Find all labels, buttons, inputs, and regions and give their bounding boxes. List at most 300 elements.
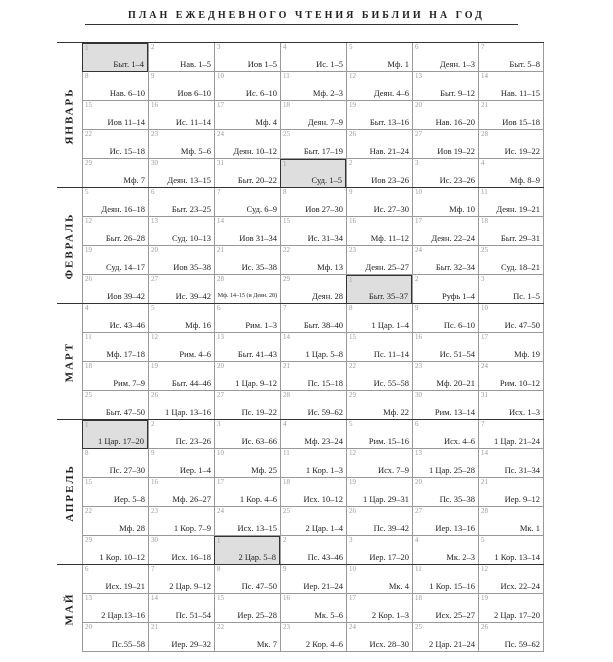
day-cell bbox=[346, 594, 412, 623]
day-number: 14 bbox=[283, 333, 290, 341]
day-number: 27 bbox=[415, 130, 422, 138]
day-number: 2 bbox=[151, 43, 155, 51]
reading-text: Пс. 35–38 bbox=[439, 494, 475, 504]
day-cell bbox=[346, 159, 412, 188]
reading-text: Быт. 26–28 bbox=[105, 233, 145, 243]
day-cell bbox=[148, 536, 214, 565]
day-cell bbox=[214, 159, 280, 188]
day-cell bbox=[478, 565, 544, 594]
reading-text: Пс. 19–22 bbox=[241, 407, 277, 417]
reading-text: Ис. 39–42 bbox=[175, 291, 211, 301]
day-cell bbox=[148, 507, 214, 536]
day-number: 2 bbox=[151, 420, 155, 428]
reading-text: Быт. 1–4 bbox=[113, 59, 144, 69]
day-cell bbox=[412, 101, 478, 130]
day-cell bbox=[478, 188, 544, 217]
week-row bbox=[82, 333, 544, 362]
day-number: 23 bbox=[283, 623, 290, 631]
week-row bbox=[82, 420, 544, 449]
day-cell bbox=[412, 72, 478, 101]
day-number: 31 bbox=[481, 391, 488, 399]
reading-text: Мф. 22 bbox=[383, 407, 409, 417]
day-number: 12 bbox=[151, 333, 158, 341]
week-row bbox=[82, 72, 544, 101]
day-cell bbox=[346, 420, 412, 449]
day-cell bbox=[82, 304, 148, 333]
reading-text: 2 Цар. 5–8 bbox=[238, 552, 276, 562]
day-number: 25 bbox=[481, 246, 488, 254]
day-cell bbox=[478, 507, 544, 536]
reading-text: Мф. 17–18 bbox=[106, 349, 145, 359]
day-number: 3 bbox=[415, 159, 419, 167]
day-cell bbox=[412, 130, 478, 159]
reading-text: Рим. 7–9 bbox=[113, 378, 145, 388]
day-number: 5 bbox=[349, 43, 353, 51]
day-number: 15 bbox=[217, 594, 224, 602]
day-number: 11 bbox=[481, 188, 488, 196]
day-number: 18 bbox=[415, 594, 422, 602]
day-cell bbox=[478, 478, 544, 507]
day-cell bbox=[214, 594, 280, 623]
reading-text: Иер. 9–12 bbox=[504, 494, 540, 504]
day-number: 15 bbox=[283, 217, 290, 225]
day-number: 21 bbox=[151, 623, 158, 631]
day-number: 4 bbox=[283, 43, 287, 51]
day-cell bbox=[82, 623, 148, 652]
day-cell bbox=[280, 333, 346, 362]
day-cell bbox=[412, 43, 478, 72]
day-number: 23 bbox=[349, 246, 356, 254]
reading-text: Мф. 1 bbox=[387, 59, 409, 69]
day-number: 13 bbox=[217, 333, 224, 341]
day-number: 26 bbox=[349, 130, 356, 138]
reading-text: Исх. 19–21 bbox=[105, 581, 145, 591]
reading-text: Суд. 6–9 bbox=[246, 204, 277, 214]
month-block bbox=[57, 564, 544, 652]
day-number: 26 bbox=[85, 275, 92, 283]
reading-text: 1 Кор. 1–3 bbox=[305, 465, 343, 475]
day-cell bbox=[214, 362, 280, 391]
day-number: 7 bbox=[217, 188, 221, 196]
day-number: 15 bbox=[85, 478, 92, 486]
day-cell bbox=[346, 101, 412, 130]
day-cell bbox=[82, 72, 148, 101]
day-number: 19 bbox=[481, 594, 488, 602]
day-number: 17 bbox=[217, 101, 224, 109]
month-block bbox=[57, 419, 544, 565]
reading-text: Рим. 13–14 bbox=[434, 407, 475, 417]
reading-text: 1 Цар. 9–12 bbox=[235, 378, 277, 388]
day-cell bbox=[478, 594, 544, 623]
day-number: 17 bbox=[217, 478, 224, 486]
day-number: 18 bbox=[481, 217, 488, 225]
reading-text: Мк. 5–6 bbox=[314, 610, 343, 620]
reading-text: Нав. 1–5 bbox=[180, 59, 211, 69]
reading-text: Ис. 55–58 bbox=[373, 378, 409, 388]
day-number: 15 bbox=[349, 333, 356, 341]
reading-text: Иер. 21–24 bbox=[303, 581, 343, 591]
day-cell bbox=[346, 217, 412, 246]
day-cell bbox=[148, 159, 214, 188]
reading-text: Пс. 11–14 bbox=[373, 349, 409, 359]
day-number: 1 bbox=[283, 160, 287, 168]
reading-text: Иер. 29–32 bbox=[171, 639, 211, 649]
reading-text: Исх. 13–15 bbox=[237, 523, 277, 533]
day-number: 30 bbox=[415, 391, 422, 399]
day-cell bbox=[280, 217, 346, 246]
reading-text: Иов 35–38 bbox=[173, 262, 211, 272]
day-number: 22 bbox=[217, 623, 224, 631]
day-number: 20 bbox=[217, 362, 224, 370]
day-cell bbox=[412, 449, 478, 478]
day-number: 11 bbox=[415, 565, 422, 573]
day-number: 10 bbox=[217, 449, 224, 457]
day-number: 26 bbox=[151, 391, 158, 399]
day-number: 15 bbox=[85, 101, 92, 109]
reading-text: Мф. 28 bbox=[119, 523, 145, 533]
day-number: 18 bbox=[283, 478, 290, 486]
day-cell bbox=[214, 391, 280, 420]
reading-text: Ис. 19–22 bbox=[504, 146, 540, 156]
reading-text: Пс. 27–30 bbox=[109, 465, 145, 475]
reading-text: Суд. 1–5 bbox=[311, 175, 342, 185]
reading-text: Ис. 51–54 bbox=[439, 349, 475, 359]
day-number: 11 bbox=[283, 449, 290, 457]
reading-text: Нав. 6–10 bbox=[109, 88, 145, 98]
day-number: 26 bbox=[349, 507, 356, 515]
day-cell bbox=[346, 130, 412, 159]
reading-text: 1 Кор. 15–16 bbox=[429, 581, 475, 591]
reading-text: 1 Цар. 17–20 bbox=[97, 436, 144, 446]
reading-text: Пс. 39–42 bbox=[373, 523, 409, 533]
week-row bbox=[82, 478, 544, 507]
reading-text: Быт. 35–37 bbox=[368, 291, 408, 301]
reading-text: Мк. 1 bbox=[519, 523, 540, 533]
day-cell bbox=[214, 478, 280, 507]
reading-text: Иов 6–10 bbox=[177, 88, 211, 98]
reading-text: Мф. 7 bbox=[123, 175, 145, 185]
reading-text: Деян. 1–3 bbox=[439, 59, 475, 69]
day-number: 18 bbox=[85, 362, 92, 370]
day-cell bbox=[412, 188, 478, 217]
day-number: 21 bbox=[481, 478, 488, 486]
day-cell bbox=[82, 478, 148, 507]
day-cell bbox=[82, 275, 148, 304]
reading-plan-grid bbox=[57, 42, 544, 662]
day-number: 19 bbox=[85, 246, 92, 254]
day-number: 3 bbox=[217, 420, 221, 428]
reading-text: 1 Цар. 1–4 bbox=[371, 320, 409, 330]
reading-text: Ис. 43–46 bbox=[109, 320, 145, 330]
day-cell bbox=[478, 275, 544, 304]
day-number: 24 bbox=[481, 362, 488, 370]
day-number: 13 bbox=[415, 449, 422, 457]
day-cell bbox=[346, 623, 412, 652]
day-cell bbox=[478, 304, 544, 333]
day-cell bbox=[280, 159, 346, 188]
day-number: 9 bbox=[151, 72, 155, 80]
reading-text: Рим. 15–16 bbox=[368, 436, 409, 446]
day-number: 1 bbox=[349, 276, 353, 284]
day-cell bbox=[346, 565, 412, 594]
reading-text: Мф. 16 bbox=[185, 320, 211, 330]
day-cell bbox=[280, 130, 346, 159]
reading-text: Исх. 22–24 bbox=[500, 581, 540, 591]
day-cell bbox=[82, 362, 148, 391]
day-cell bbox=[346, 478, 412, 507]
day-cell bbox=[412, 275, 478, 304]
month-label bbox=[57, 565, 82, 652]
day-number: 16 bbox=[283, 594, 290, 602]
day-cell bbox=[346, 507, 412, 536]
reading-text: Мф. 4 bbox=[255, 117, 277, 127]
day-cell bbox=[412, 159, 478, 188]
reading-text: Деян. 19–21 bbox=[496, 204, 540, 214]
day-cell bbox=[148, 333, 214, 362]
day-number: 19 bbox=[151, 362, 158, 370]
day-cell bbox=[280, 43, 346, 72]
reading-text: Ис. 31–34 bbox=[307, 233, 343, 243]
day-cell bbox=[280, 536, 346, 565]
day-number: 23 bbox=[415, 362, 422, 370]
reading-text: 1 Кор. 7–9 bbox=[173, 523, 211, 533]
reading-text: 1 Цар. 5–8 bbox=[305, 349, 343, 359]
day-cell bbox=[214, 217, 280, 246]
day-number: 5 bbox=[85, 188, 89, 196]
reading-text: 1 Цар. 29–31 bbox=[362, 494, 409, 504]
reading-text: Иов 23–26 bbox=[371, 175, 409, 185]
day-cell bbox=[148, 275, 214, 304]
day-cell bbox=[214, 101, 280, 130]
day-number: 14 bbox=[481, 449, 488, 457]
day-number: 2 bbox=[415, 275, 419, 283]
day-number: 20 bbox=[151, 246, 158, 254]
day-number: 21 bbox=[217, 246, 224, 254]
day-number: 31 bbox=[217, 159, 224, 167]
day-number: 9 bbox=[349, 188, 353, 196]
reading-text: Исх. 16–18 bbox=[171, 552, 211, 562]
reading-text: 2 Кор. 4–6 bbox=[305, 639, 343, 649]
day-cell bbox=[478, 420, 544, 449]
day-cell bbox=[148, 246, 214, 275]
reading-text: Исх. 10–12 bbox=[303, 494, 343, 504]
day-number: 13 bbox=[151, 217, 158, 225]
day-number: 14 bbox=[217, 217, 224, 225]
day-cell bbox=[412, 333, 478, 362]
day-cell bbox=[412, 565, 478, 594]
reading-text: Деян. 7–9 bbox=[307, 117, 343, 127]
day-number: 3 bbox=[349, 536, 353, 544]
reading-text: Быт. 29–31 bbox=[500, 233, 540, 243]
week-row bbox=[82, 391, 544, 420]
day-cell bbox=[280, 362, 346, 391]
day-cell bbox=[280, 478, 346, 507]
page-title: ПЛАН ЕЖЕДНЕВНОГО ЧТЕНИЯ БИБЛИИ НА ГОД bbox=[128, 10, 485, 21]
day-number: 7 bbox=[481, 420, 485, 428]
day-cell bbox=[82, 246, 148, 275]
day-cell bbox=[346, 43, 412, 72]
day-cell bbox=[280, 594, 346, 623]
reading-text: Иер. 5–8 bbox=[113, 494, 145, 504]
reading-text: Мф. 13 bbox=[317, 262, 343, 272]
day-number: 28 bbox=[283, 391, 290, 399]
week-row bbox=[82, 246, 544, 275]
day-number: 10 bbox=[349, 565, 356, 573]
day-cell bbox=[478, 130, 544, 159]
reading-text: Рим. 10–12 bbox=[499, 378, 540, 388]
reading-text: Быт. 9–12 bbox=[440, 88, 475, 98]
day-cell bbox=[412, 594, 478, 623]
day-cell bbox=[478, 623, 544, 652]
day-number: 6 bbox=[415, 420, 419, 428]
reading-text: Руфь 1–4 bbox=[441, 291, 475, 301]
reading-text: 1 Цар. 21–24 bbox=[493, 436, 540, 446]
reading-text: Ис. 59–62 bbox=[307, 407, 343, 417]
reading-text: Иер. 17–20 bbox=[369, 552, 409, 562]
day-cell bbox=[280, 420, 346, 449]
day-number: 28 bbox=[217, 275, 224, 283]
day-cell bbox=[280, 246, 346, 275]
day-number: 7 bbox=[151, 565, 155, 573]
day-cell bbox=[280, 304, 346, 333]
week-row bbox=[82, 275, 544, 304]
day-cell bbox=[280, 507, 346, 536]
reading-text: 2 Цар. 9–12 bbox=[169, 581, 211, 591]
day-cell bbox=[214, 333, 280, 362]
day-cell bbox=[148, 43, 214, 72]
day-cell bbox=[346, 333, 412, 362]
reading-text: Деян. 10–12 bbox=[233, 146, 277, 156]
day-cell bbox=[214, 536, 280, 565]
day-number: 14 bbox=[481, 72, 488, 80]
day-cell bbox=[214, 72, 280, 101]
day-cell bbox=[346, 304, 412, 333]
day-cell bbox=[280, 449, 346, 478]
day-number: 27 bbox=[151, 275, 158, 283]
week-row bbox=[82, 159, 544, 188]
reading-text: 1 Цар. 13–16 bbox=[164, 407, 211, 417]
day-number: 21 bbox=[481, 101, 488, 109]
day-cell bbox=[82, 594, 148, 623]
day-number: 21 bbox=[283, 362, 290, 370]
day-number: 5 bbox=[151, 304, 155, 312]
reading-text: Мф. 14–15 (и Деян. 28) bbox=[217, 293, 277, 299]
reading-text: Нав. 16–20 bbox=[435, 117, 475, 127]
reading-text: Иов 31–34 bbox=[239, 233, 277, 243]
day-cell bbox=[82, 188, 148, 217]
day-number: 2 bbox=[283, 536, 287, 544]
day-cell bbox=[412, 623, 478, 652]
day-number: 22 bbox=[85, 130, 92, 138]
reading-text: Быт. 47–50 bbox=[105, 407, 145, 417]
day-cell bbox=[82, 101, 148, 130]
day-cell bbox=[214, 275, 280, 304]
reading-text: Исх. 1–3 bbox=[508, 407, 540, 417]
day-cell bbox=[280, 623, 346, 652]
reading-text: 1 Кор. 10–12 bbox=[99, 552, 145, 562]
reading-text: 1 Цар. 25–28 bbox=[428, 465, 475, 475]
reading-text: Мф. 10 bbox=[449, 204, 475, 214]
day-cell bbox=[346, 391, 412, 420]
day-number: 5 bbox=[481, 536, 485, 544]
month-block bbox=[57, 303, 544, 420]
day-cell bbox=[148, 188, 214, 217]
reading-text: Быт. 44–46 bbox=[171, 378, 211, 388]
day-cell bbox=[214, 304, 280, 333]
day-number: 13 bbox=[85, 594, 92, 602]
day-number: 3 bbox=[217, 43, 221, 51]
reading-text: 2 Кор. 1–3 bbox=[371, 610, 409, 620]
reading-text: Иов 39–42 bbox=[107, 291, 145, 301]
month-label bbox=[57, 420, 82, 565]
day-cell bbox=[280, 391, 346, 420]
day-number: 7 bbox=[481, 43, 485, 51]
reading-text: Суд. 18–21 bbox=[501, 262, 540, 272]
reading-text: Быт. 13–16 bbox=[369, 117, 409, 127]
day-number: 4 bbox=[481, 159, 485, 167]
day-cell bbox=[82, 159, 148, 188]
day-number: 10 bbox=[481, 304, 488, 312]
day-cell bbox=[478, 362, 544, 391]
day-cell bbox=[214, 623, 280, 652]
week-row bbox=[82, 217, 544, 246]
day-number: 17 bbox=[481, 333, 488, 341]
day-number: 23 bbox=[151, 507, 158, 515]
day-cell bbox=[82, 449, 148, 478]
reading-text: Мф. 2–3 bbox=[312, 88, 343, 98]
day-number: 17 bbox=[349, 594, 356, 602]
day-number: 17 bbox=[415, 217, 422, 225]
day-cell bbox=[82, 565, 148, 594]
day-cell bbox=[412, 507, 478, 536]
day-cell bbox=[148, 420, 214, 449]
day-number: 10 bbox=[217, 72, 224, 80]
day-number: 3 bbox=[481, 275, 485, 283]
day-number: 16 bbox=[151, 478, 158, 486]
month-label bbox=[57, 188, 82, 304]
day-cell bbox=[280, 72, 346, 101]
reading-text: Ис. 47–50 bbox=[504, 320, 540, 330]
day-cell bbox=[412, 478, 478, 507]
day-number: 16 bbox=[151, 101, 158, 109]
day-cell bbox=[148, 362, 214, 391]
reading-text: Мф. 25 bbox=[251, 465, 277, 475]
day-cell bbox=[82, 130, 148, 159]
reading-text: Рим. 4–6 bbox=[179, 349, 211, 359]
reading-text: Мк. 2–3 bbox=[446, 552, 475, 562]
day-cell bbox=[412, 304, 478, 333]
day-number: 28 bbox=[481, 507, 488, 515]
day-cell bbox=[214, 449, 280, 478]
reading-text: Мк. 4 bbox=[388, 581, 409, 591]
reading-text: Мк. 7 bbox=[256, 639, 277, 649]
day-number: 23 bbox=[151, 130, 158, 138]
month-block bbox=[57, 187, 544, 304]
day-cell bbox=[478, 246, 544, 275]
day-cell bbox=[280, 101, 346, 130]
reading-text: 1 Кор. 13–14 bbox=[494, 552, 540, 562]
day-cell bbox=[346, 362, 412, 391]
reading-text: Пс. 23–26 bbox=[175, 436, 211, 446]
reading-text: Быт. 23–25 bbox=[171, 204, 211, 214]
day-number: 16 bbox=[415, 333, 422, 341]
day-number: 22 bbox=[283, 246, 290, 254]
day-number: 30 bbox=[151, 536, 158, 544]
reading-text: Пс.55–58 bbox=[111, 639, 145, 649]
week-row bbox=[82, 362, 544, 391]
day-number: 9 bbox=[415, 304, 419, 312]
reading-text: Исх. 28–30 bbox=[369, 639, 409, 649]
